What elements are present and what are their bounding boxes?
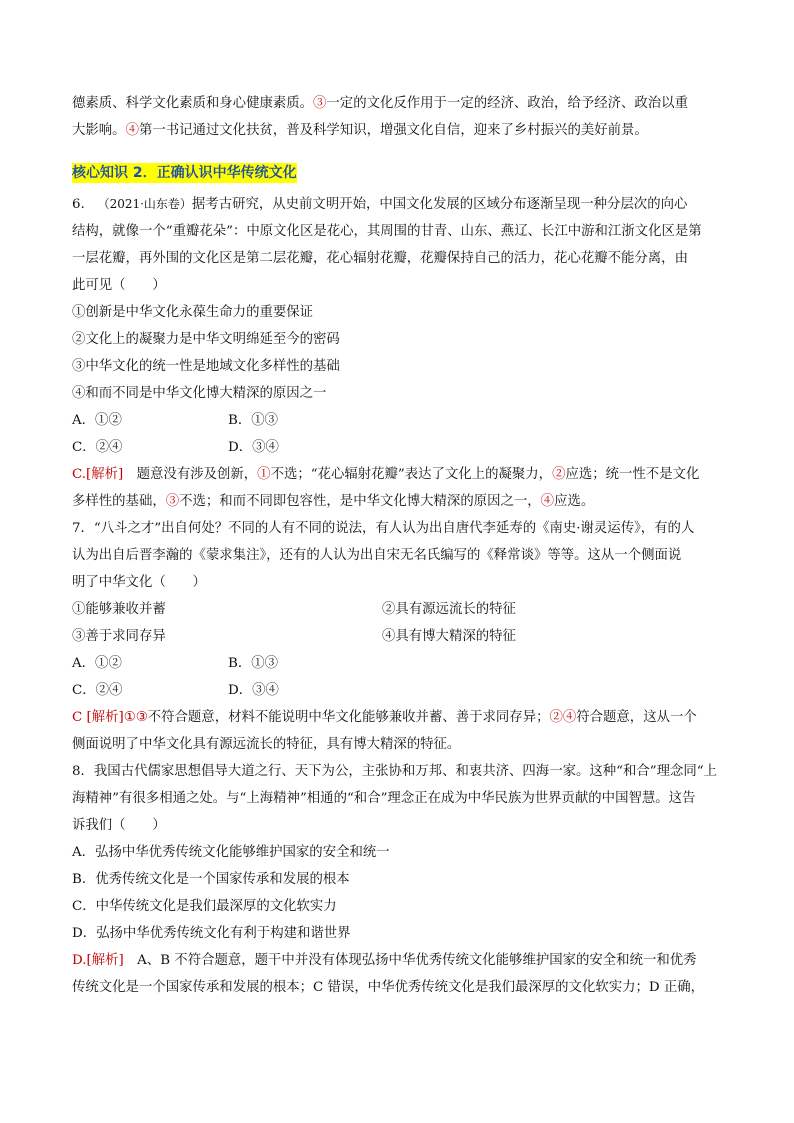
question-number: 6. — [72, 197, 85, 212]
q6-stem-line-1 — [72, 191, 724, 218]
text: 多样性的基础， — [72, 494, 166, 509]
marker: ③ — [165, 494, 180, 509]
q7-options-row-1 — [72, 650, 724, 677]
text: 题意没有涉及创新， — [123, 467, 258, 482]
q6-item-1: ①创新是中华文化永葆生命力的重要保证 — [72, 305, 314, 320]
q8-answer-line-1 — [72, 947, 724, 974]
q6-item-2: ②文化上的凝聚力是中华文明绵延至今的密码 — [72, 332, 340, 347]
q6-options-row-1 — [72, 407, 724, 434]
q6-stem-line-4: 此可见（ ） — [72, 278, 166, 293]
text: 不符合题意，材料不能说明中华文化能够兼收并蓄、善于求同存异； — [147, 710, 550, 725]
q6-item-3: ③中华文化的统一性是地域文化多样性的基础 — [72, 359, 340, 374]
question-text: 据考古研究，从史前文明开始，中国文化发展的区域分布逐渐呈现一种分层次的向心 — [191, 197, 688, 212]
text: 不选；“花心辐射花瓣”表达了文化上的凝聚力， — [270, 467, 553, 482]
marker: ① — [257, 467, 271, 482]
q6-answer-line-1 — [72, 461, 724, 488]
intro-line-1 — [72, 90, 724, 117]
q8-stem-line-3: 诉我们（ ） — [72, 818, 166, 833]
option-c: C．②④ — [72, 440, 123, 455]
option-c: C．②④ — [72, 683, 123, 698]
q7-item-3: ③善于求同存异 — [72, 629, 166, 644]
answer-label: C.[解析] — [72, 467, 124, 482]
marker: ①③ — [123, 710, 148, 725]
section-title: 核心知识 2．正确认识中华传统文化 — [72, 165, 297, 181]
q6-answer-line-2 — [72, 488, 724, 515]
q7-item-2: ②具有源远流长的特征 — [382, 602, 516, 617]
intro-line-2 — [72, 117, 724, 144]
option-b: B．①③ — [228, 413, 279, 428]
marker: ④ — [540, 494, 555, 509]
q6-item-4: ④和而不同是中华文化博大精深的原因之一 — [72, 386, 327, 401]
marker: ④ — [125, 123, 139, 138]
option-d: D．③④ — [228, 440, 279, 455]
text: 大影响。 — [72, 123, 126, 138]
q8-option-a: A．弘扬中华优秀传统文化能够维护国家的安全和统一 — [72, 845, 390, 860]
text: 第一书记通过文化扶贫，普及科学知识，增强文化自信，迎来了乡村振兴的美好前景。 — [138, 123, 648, 138]
q8-option-c: C．中华传统文化是我们最深厚的文化软实力 — [72, 899, 337, 914]
option-d: D．③④ — [228, 683, 279, 698]
text: 不选；和而不同即包容性，是中华文化博大精深的原因之一， — [179, 494, 541, 509]
q7-stem-line-2: 认为出自后晋李瀚的《蒙求集注》，还有的人认为出自宋无名氏编写的《释常谈》等等。这从一个侧面说 — [72, 548, 682, 563]
option-a: A．①② — [72, 656, 122, 671]
option-b: B．①③ — [228, 656, 279, 671]
marker: ③ — [313, 96, 327, 111]
q8-option-d: D．弘扬中华优秀传统文化有利于构建和谐世界 — [72, 926, 351, 941]
text: 应选。 — [554, 494, 595, 509]
q8-stem-line-2: 海精神”有很多相通之处。与“上海精神”相通的“和合”理念正在成为中华民族为世界贡献的中国智慧。这告 — [72, 791, 696, 806]
question-source: （2021·山东卷） — [97, 197, 192, 211]
answer-label: D.[解析] — [72, 953, 124, 968]
q7-item-1: ①能够兼收并蓄 — [72, 602, 166, 617]
q7-answer-line-2: 侧面说明了中华文化具有源远流长的特征，具有博大精深的特征。 — [72, 737, 461, 752]
q7-items-row-1 — [72, 596, 724, 623]
q7-stem-line-3: 明了中华文化（ ） — [72, 575, 206, 590]
q7-answer-line-1 — [72, 704, 724, 731]
q7-items-row-2 — [72, 623, 724, 650]
q8-answer-line-2: 传统文化是一个国家传承和发展的根本；C 错误，中华优秀传统文化是我们最深厚的文化软实力；D 正确， — [72, 980, 705, 995]
text: 一定的文化反作用于一定的经济、政治，给予经济、政治以重 — [326, 96, 688, 111]
text: 应选；统一性不是文化 — [565, 467, 700, 482]
option-a: A．①② — [72, 413, 122, 428]
answer-label: C [解析] — [72, 710, 124, 725]
q8-option-b: B．优秀传统文化是一个国家传承和发展的根本 — [72, 872, 350, 887]
document-content — [72, 90, 724, 1001]
section-heading — [72, 160, 724, 187]
marker: ②④ — [549, 710, 577, 725]
q6-stem-line-2: 结构，就像一个“重瓣花朵”：中原文化区是花心，其周围的甘青、山东、燕辽、长江中游和江浙文化区是第 — [72, 224, 702, 239]
q7-stem-line-1: 7．“八斗之才”出自何处？不同的人有不同的说法，有人认为出自唐代李延寿的《南史·谢灵运传》，有的人 — [72, 521, 695, 536]
text: 德素质、科学文化素质和身心健康素质。 — [72, 96, 314, 111]
q7-options-row-2 — [72, 677, 724, 704]
q7-item-4: ④具有博大精深的特征 — [382, 629, 516, 644]
q6-stem-line-3: 一层花瓣，再外围的文化区是第二层花瓣，花心辐射花瓣，花瓣保持自己的活力，花心花瓣不能分离，由 — [72, 251, 688, 266]
marker: ② — [552, 467, 566, 482]
text: 符合题意，这从一个 — [576, 710, 697, 725]
q8-stem-line-1: 8．我国古代儒家思想倡导大道之行、天下为公，主张协和万邦、和衷共济、四海一家。这种“和合”理念同“上 — [72, 764, 718, 779]
text: A、B 不符合题意，题干中并没有体现弘扬中华优秀传统文化能够维护国家的安全和统一和优秀 — [123, 953, 697, 968]
q6-options-row-2 — [72, 434, 724, 461]
